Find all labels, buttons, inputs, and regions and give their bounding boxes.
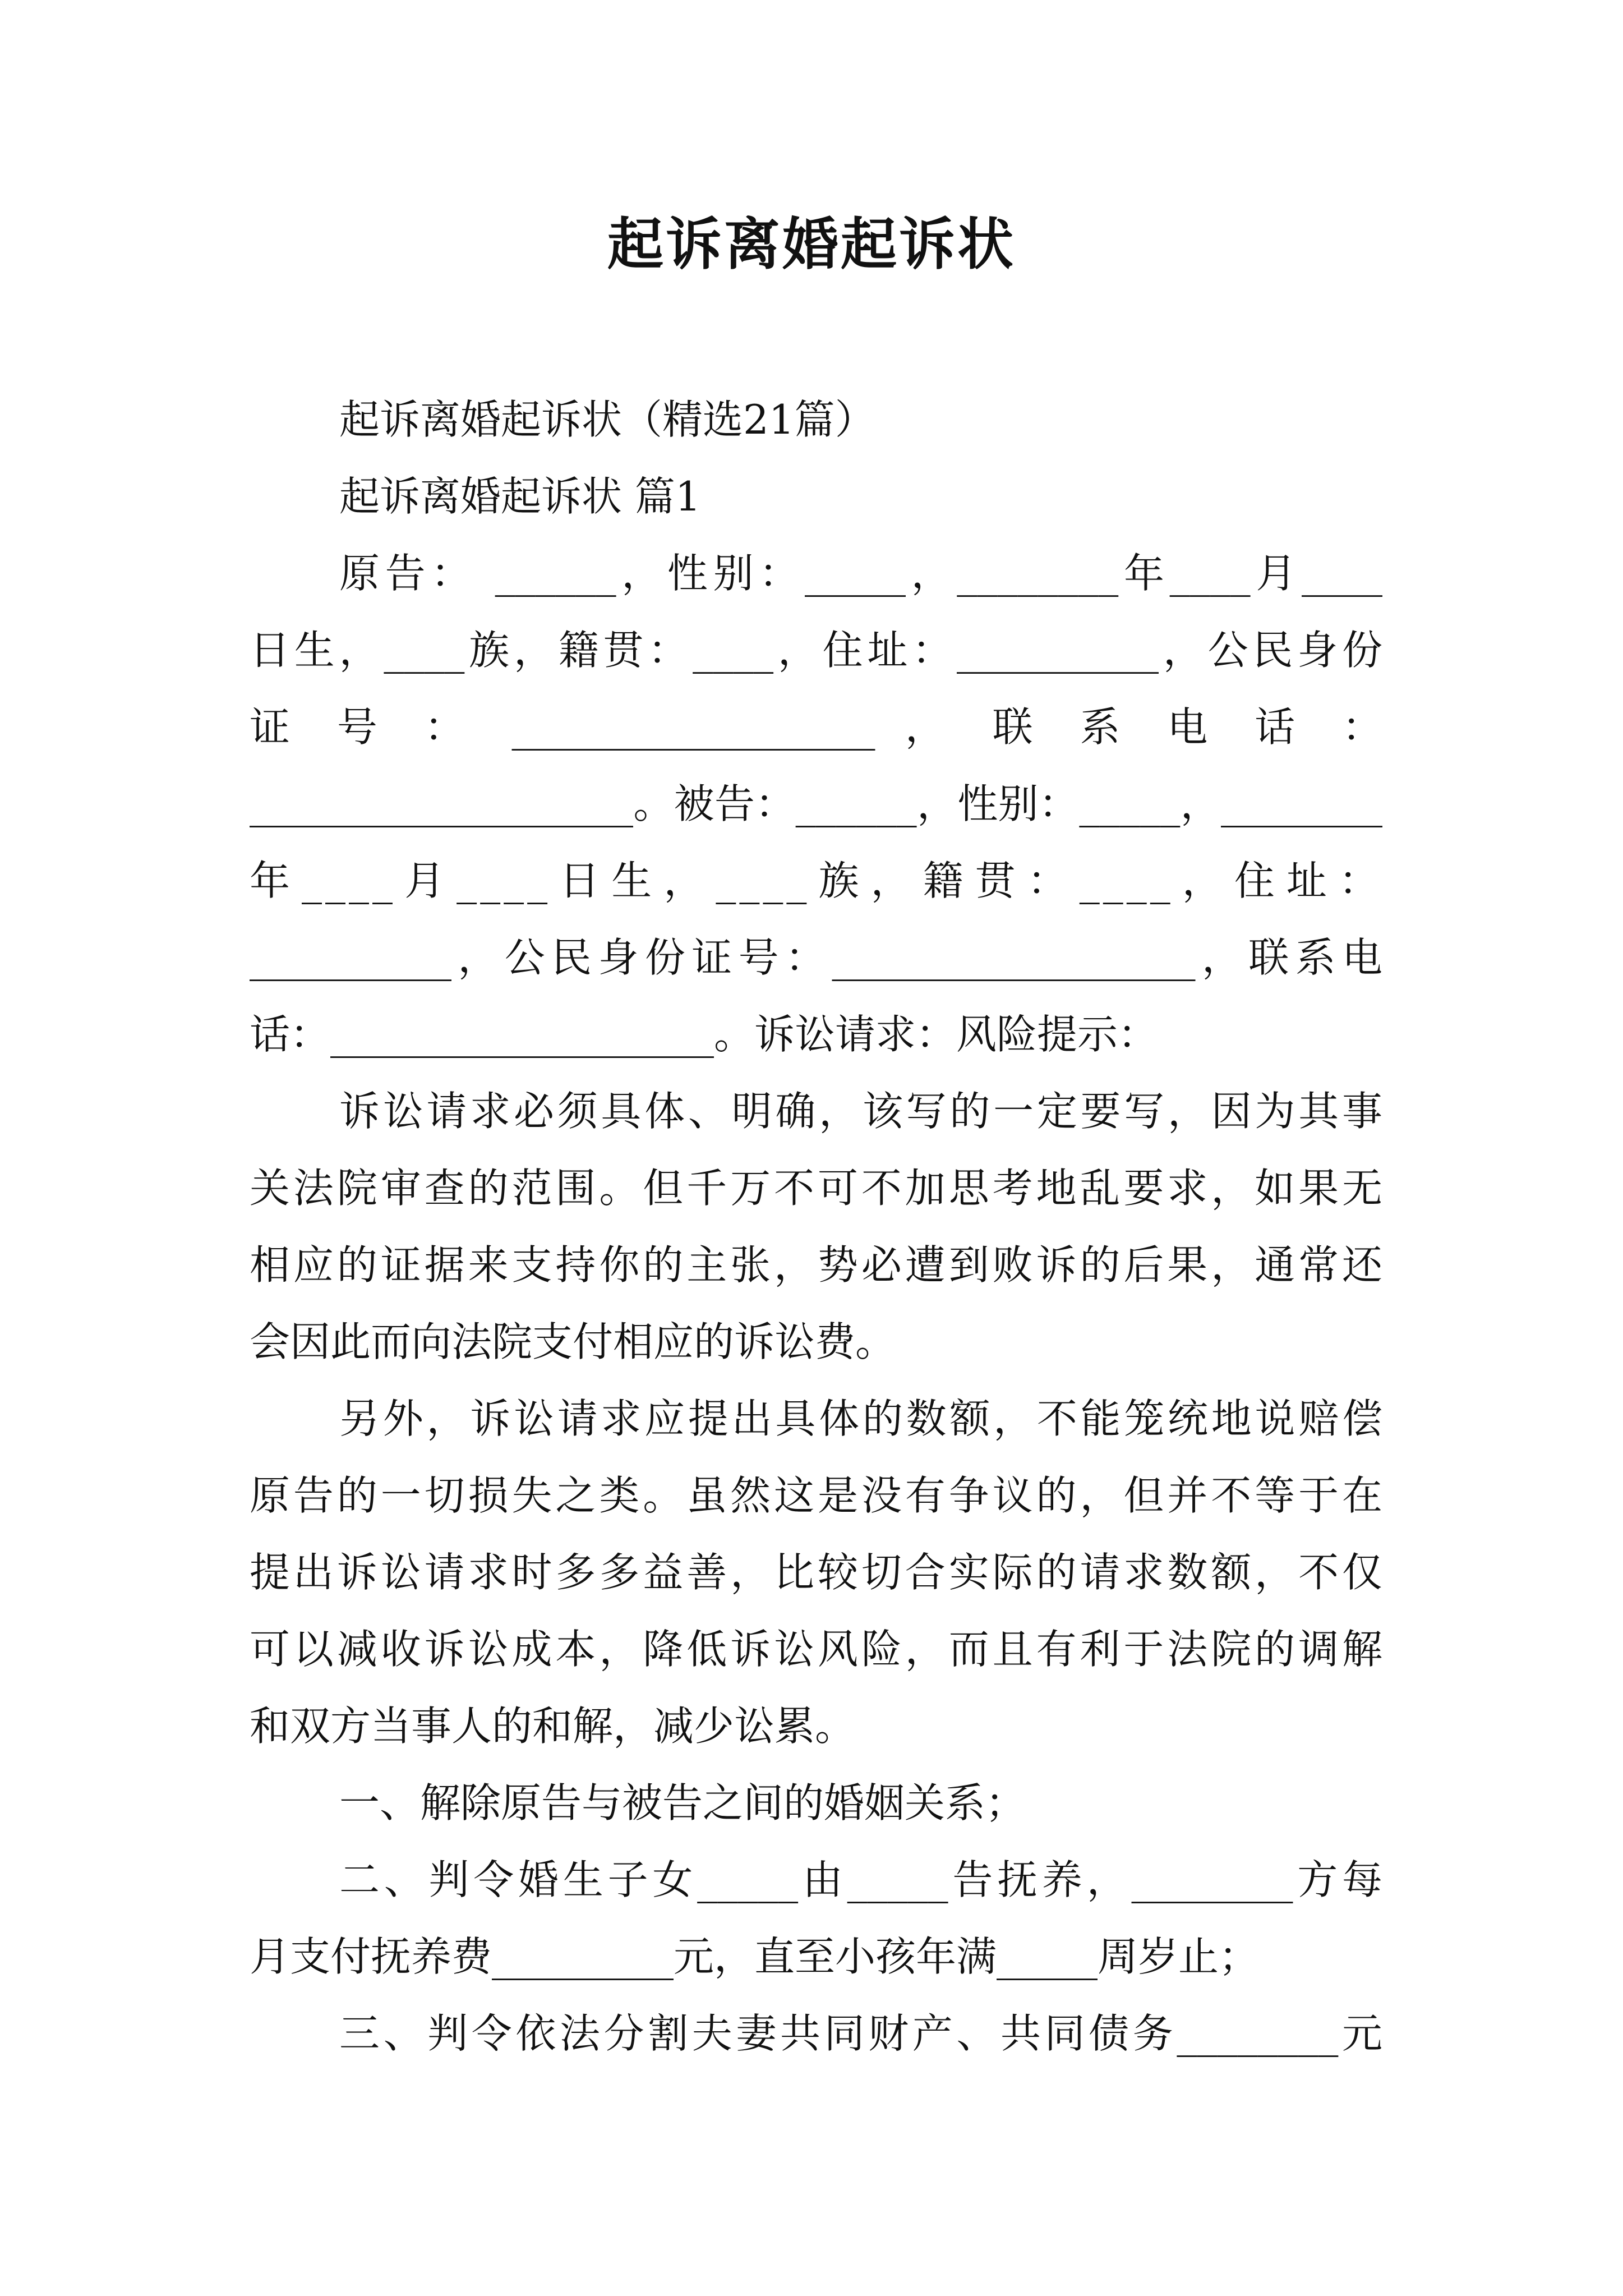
document-title: 起诉离婚起诉状 — [607, 211, 1016, 277]
defendant-line-1: ___________________。被告：______，性别：_____，________ — [250, 780, 1382, 827]
paragraph-line: 原告的一切损失之类。虽然这是没有争议的，但并不等于在 — [250, 1472, 1382, 1519]
paragraph-line: 另外，诉讼请求应提出具体的数额，不能笼统地说赔偿 — [339, 1395, 1382, 1442]
defendant-line-2: 年____月____日生，____族，籍贯：____，住址： — [250, 857, 1382, 904]
claim-item-2-line-1: 二、判令婚生子女_____由_____告抚养，________方每 — [339, 1856, 1382, 1903]
plaintiff-line-3: 证 号 ： __________________ ， 联 系 电 话 ： — [250, 703, 1382, 751]
paragraph-line: 提出诉讼请求时多多益善，比较切合实际的请求数额，不仅 — [250, 1549, 1382, 1596]
document-body — [250, 381, 1382, 2072]
defendant-line-3: __________，公民身份证号：__________________，联系电 — [250, 934, 1382, 981]
paragraph-line: 相应的证据来支持你的主张，势必遭到败诉的后果，通常还 — [250, 1241, 1382, 1289]
paragraph-line: 诉讼请求必须具体、明确，该写的一定要写，因为其事 — [339, 1088, 1382, 1135]
plaintiff-line-1: 原告： ______，性别：_____，________年____月____ — [339, 550, 1382, 597]
claims-line: 话：___________________。诉讼请求：风险提示： — [250, 1011, 1159, 1058]
paragraph-line: 关法院审查的范围。但千万不可不加思考地乱要求，如果无 — [250, 1165, 1382, 1212]
section-heading: 起诉离婚起诉状 篇1 — [339, 473, 701, 520]
paragraph-line: 和双方当事人的和解，减少讼累。 — [250, 1703, 856, 1750]
claim-item-3: 三、判令依法分割夫妻共同财产、共同债务________元 — [339, 2010, 1382, 2057]
claim-item-2-line-2: 月支付抚养费_________元，直至小孩年满_____周岁止； — [250, 1933, 1260, 1980]
plaintiff-line-2: 日生，____族，籍贯：____，住址：__________，公民身份 — [250, 627, 1382, 674]
claim-item-1: 一、解除原告与被告之间的婚姻关系； — [339, 1779, 1026, 1826]
subtitle-line: 起诉离婚起诉状（精选21篇） — [339, 396, 875, 443]
paragraph-line: 可以减收诉讼成本，降低诉讼风险，而且有利于法院的调解 — [250, 1626, 1382, 1673]
paragraph-line: 会因此而向法院支付相应的诉讼费。 — [250, 1318, 896, 1365]
